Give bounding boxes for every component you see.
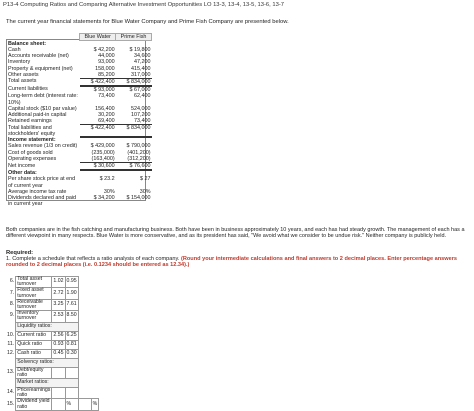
- financial-row-label: Operating expenses: [8, 155, 57, 162]
- ratio-row: [6, 367, 99, 378]
- ratio-number: 11.: [7, 340, 15, 347]
- requirement-instruction: 1. Complete a schedule that reflects a ratio analysis of each company.: [6, 256, 181, 262]
- prime-fish-value: 62,400: [134, 93, 151, 100]
- financial-row-label: Sales revenue (1/3 on credit): [8, 143, 78, 150]
- financial-row-label: Balance sheet:: [8, 40, 47, 47]
- blue-water-value: $ 30,600: [80, 163, 116, 171]
- prime-fish-value: (312,200): [116, 156, 152, 163]
- ratio-number: 14.: [7, 389, 15, 396]
- ratio-group-heading: Solvency ratios:: [16, 358, 78, 367]
- ratio-label: Current ratio: [16, 331, 52, 340]
- financial-row-label: Income statement:: [8, 137, 56, 144]
- ratio-number: [6, 358, 16, 367]
- ratio-number: 9.: [9, 312, 15, 319]
- col-blue-water: Blue Water: [80, 34, 116, 41]
- financial-row-label: Inventory: [8, 59, 31, 66]
- prime-fish-value: $ 76,600: [116, 163, 152, 171]
- prime-fish-ratio-input[interactable]: 0.81: [65, 340, 78, 349]
- ratio-schedule-table: [6, 276, 99, 411]
- blue-water-value: 69,400: [80, 118, 116, 125]
- prime-fish-value: $ 834,000: [116, 125, 152, 137]
- financial-row: [6, 125, 152, 137]
- blue-water-value: 156,400: [95, 105, 115, 112]
- financial-row-label: Other assets: [8, 71, 39, 78]
- ratio-number: 10.: [7, 331, 15, 338]
- ratio-label: Fixed asset turnover: [16, 288, 52, 299]
- prime-fish-ratio-input[interactable]: [78, 399, 91, 410]
- rounding-instruction: (Round your intermediate calculations and final answers to 2 decimal places. Enter percentage answers rounded to 2 decimal places (i.e. 0.1234 should be entered as 12.34).): [6, 256, 457, 269]
- financial-row: [6, 156, 152, 163]
- financial-statements-table: [6, 33, 152, 207]
- financial-row-label: Additional paid-in capital: [8, 111, 67, 118]
- ratio-number: 12.: [7, 349, 15, 356]
- financial-row-label: Net income: [8, 162, 36, 169]
- financial-row-label: Dividends declared and paid in current year: [8, 195, 77, 208]
- ratio-label: Total asset turnover: [16, 277, 52, 288]
- financial-row-label: Total assets: [8, 78, 37, 85]
- financial-row-label: Retained earnings: [8, 118, 52, 125]
- percent-sign: %: [91, 399, 99, 410]
- prime-fish-value: 73,400: [116, 118, 152, 125]
- prime-fish-value: $ 834,000: [116, 78, 152, 86]
- financial-row-label: Capital stock ($10 par value): [8, 105, 77, 112]
- prime-fish-value: 107,200: [131, 111, 151, 118]
- ratio-number: 8.: [9, 301, 15, 308]
- financial-row-label: Accounts receivable (net): [8, 53, 69, 60]
- financial-row-label: Total liabilities and stockholders' equity: [8, 124, 56, 138]
- financial-row-label: Cost of goods sold: [8, 149, 53, 156]
- blue-water-ratio-input[interactable]: 2.56: [52, 331, 65, 340]
- ratio-row: [6, 349, 99, 358]
- financial-row: [6, 93, 152, 105]
- prime-fish-value: $ 154,000: [126, 195, 151, 202]
- financial-row-label: Cash: [8, 46, 21, 53]
- ratio-number: [6, 379, 16, 388]
- financial-row-label: Current liabilities: [8, 86, 48, 93]
- ratio-label: Receivable turnover: [16, 299, 52, 310]
- ratio-label: Inventory turnover: [16, 311, 52, 322]
- ratio-number: [6, 322, 16, 331]
- requirement-text: [6, 256, 468, 269]
- blue-water-value: $ 42,200: [93, 46, 115, 53]
- company-description: Both companies are in the fish catching and manufacturing business. Both have been in business approximately 10 years, and each has had steady growth. The management of each has a different viewpoint in many respects. Blue Water is more conservative, and as its president has said, "We avoid what we consider to be undue risk." Neither company is publicly held.: [6, 227, 465, 240]
- prime-fish-value: $ 67,000: [129, 87, 151, 94]
- ratio-row: [6, 399, 99, 410]
- ratio-group-heading: Liquidity ratios:: [16, 322, 78, 331]
- blue-water-ratio-input[interactable]: 2.72: [52, 288, 65, 299]
- ratio-label: Price/earnings ratio: [17, 387, 51, 399]
- financial-row: [6, 78, 152, 86]
- prime-fish-ratio-input[interactable]: [65, 367, 78, 378]
- blank-header: [6, 34, 80, 41]
- financial-row: [6, 118, 152, 125]
- blue-water-value: 30%: [103, 188, 115, 195]
- prime-fish-value: 524,000: [131, 105, 151, 112]
- blue-water-ratio-input[interactable]: [52, 399, 65, 410]
- prime-fish-ratio-input[interactable]: [65, 388, 78, 399]
- page-title: P13-4 Computing Ratios and Comparing Alternative Investment Opportunities LO 13-3, 13-4, 13-5, 13-6, 13-7: [3, 2, 284, 8]
- ratio-row: [6, 277, 99, 288]
- col-prime-fish: Prime Fish: [116, 34, 152, 41]
- financial-row-label: Per share stock price at end of current year: [8, 176, 76, 189]
- blue-water-ratio-input[interactable]: [52, 367, 65, 378]
- blue-water-value: $ 429,000: [90, 143, 115, 150]
- prime-fish-ratio-input[interactable]: 7.61: [65, 299, 78, 310]
- prime-fish-ratio-input[interactable]: 0.30: [65, 349, 78, 358]
- required-heading: Required:: [6, 250, 34, 256]
- financial-row-label: Property & equipment (net): [8, 65, 73, 72]
- financial-row: [6, 176, 152, 188]
- ratio-row: [6, 288, 99, 299]
- blue-water-value: 44,000: [98, 53, 115, 60]
- blue-water-value: $ 93,000: [93, 87, 115, 94]
- prime-fish-value: 30%: [139, 188, 151, 195]
- blue-water-value: 93,000: [98, 59, 115, 66]
- ratio-number: 13.: [7, 368, 15, 375]
- blue-water-value: $ 23.2: [99, 176, 115, 183]
- prime-fish-value: 34,600: [134, 53, 151, 60]
- ratio-number: 15.: [7, 400, 15, 407]
- ratio-label: Dividend yield ratio: [16, 399, 52, 410]
- prime-fish-value: (401,200): [127, 149, 151, 156]
- blue-water-value: 85,200: [80, 72, 116, 79]
- percent-sign: %: [65, 399, 78, 410]
- blue-water-ratio-input[interactable]: 3.25: [52, 299, 65, 310]
- ratio-row: [6, 388, 99, 399]
- blue-water-value: (235,000): [91, 149, 115, 156]
- ratio-row: [6, 299, 99, 310]
- prime-fish-value: 415,400: [131, 65, 151, 72]
- ratio-label: Debt/equity ratio: [16, 367, 52, 378]
- blue-water-value: 30,200: [98, 111, 115, 118]
- prime-fish-value: 47,200: [134, 59, 151, 66]
- financial-row-label: Long-term debt (interest rate: 10%): [8, 93, 78, 106]
- financial-row: [6, 195, 152, 207]
- prime-fish-ratio-input[interactable]: 8.50: [65, 311, 78, 322]
- blue-water-ratio-input[interactable]: 1.02: [52, 277, 65, 288]
- prime-fish-ratio-input[interactable]: 6.25: [65, 331, 78, 340]
- financial-row: [6, 72, 152, 79]
- ratio-row: [6, 311, 99, 322]
- blue-water-ratio-input[interactable]: [52, 388, 65, 399]
- blue-water-value: 73,400: [98, 93, 115, 100]
- prime-fish-value: 317,000: [116, 72, 152, 79]
- blue-water-ratio-input[interactable]: 0.45: [52, 349, 65, 358]
- blue-water-value: $ 422,400: [80, 125, 116, 137]
- ratio-label: Cash ratio: [16, 349, 52, 358]
- blue-water-value: $ 422,400: [80, 78, 116, 86]
- ratio-row: [6, 331, 99, 340]
- prime-fish-ratio-input[interactable]: 1.90: [65, 288, 78, 299]
- ratio-group-row: [6, 358, 99, 367]
- financial-row-label: Average income tax rate: [8, 188, 67, 195]
- blue-water-value: (163,400): [80, 156, 116, 163]
- intro-text: The current year financial statements for Blue Water Company and Prime Fish Company are presented below.: [6, 19, 289, 25]
- ratio-number: 7.: [9, 289, 15, 296]
- prime-fish-value: $ 19,800: [129, 46, 151, 53]
- financial-row: [6, 86, 152, 93]
- prime-fish-value: $ 27: [140, 176, 151, 183]
- prime-fish-value: $ 790,000: [126, 143, 151, 150]
- ratio-label: Quick ratio: [16, 340, 52, 349]
- ratio-group-row: [6, 322, 99, 331]
- prime-fish-ratio-input[interactable]: 0.95: [65, 277, 78, 288]
- blue-water-ratio-input[interactable]: 0.93: [52, 340, 65, 349]
- blue-water-ratio-input[interactable]: 2.53: [52, 311, 65, 322]
- financial-row-label: Other data:: [8, 170, 37, 177]
- ratio-row: [6, 340, 99, 349]
- ratio-group-heading: Market ratios:: [16, 379, 78, 388]
- blue-water-value: $ 34,200: [93, 195, 115, 202]
- blue-water-value: 158,000: [95, 65, 115, 72]
- financial-row: [6, 163, 152, 171]
- ratio-number: 6.: [9, 278, 15, 285]
